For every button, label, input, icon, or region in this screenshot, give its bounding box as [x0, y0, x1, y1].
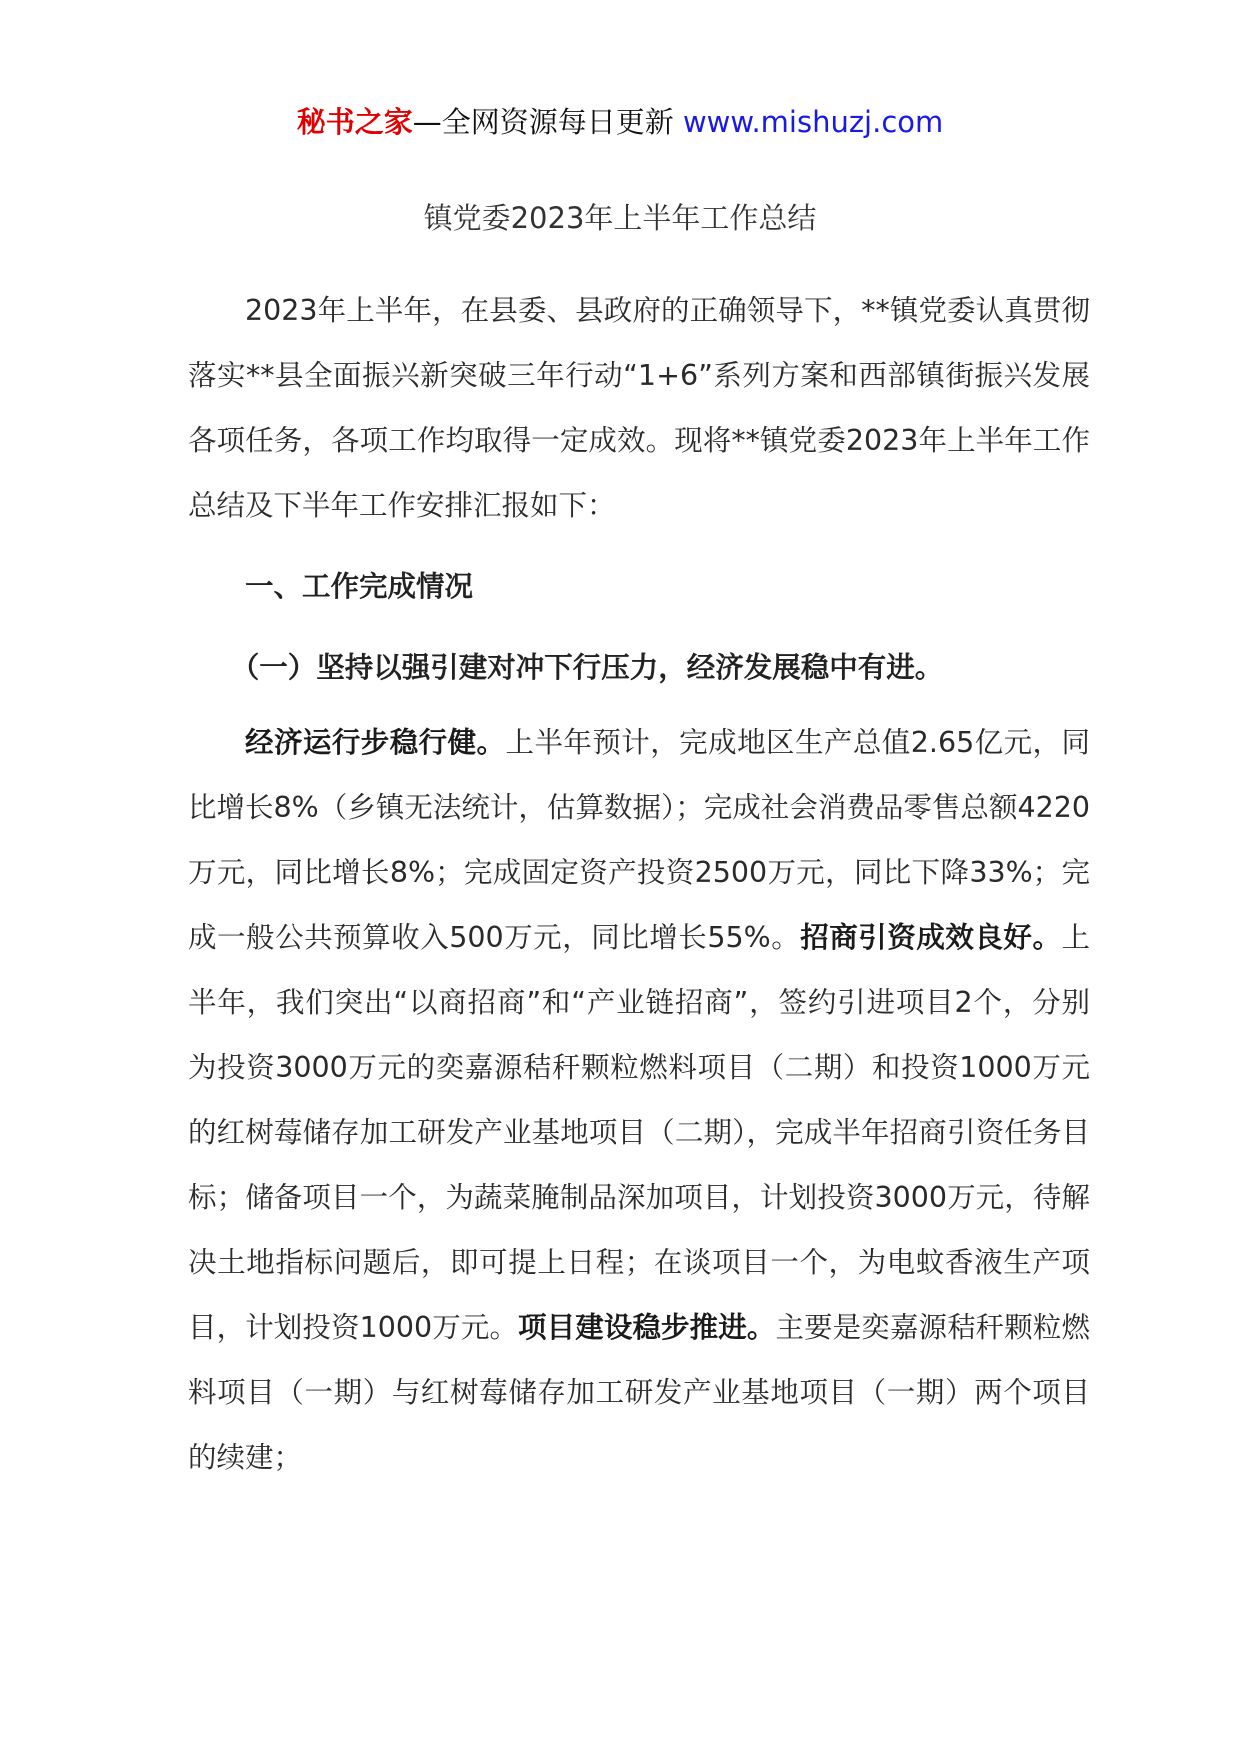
intro-paragraph: 2023年上半年，在县委、县政府的正确领导下，**镇党委认真贯彻落实**县全面振兴新突破三年行动“1+6”系列方案和西部镇街振兴发展各项任务，各项工作均取得一定成效。现将**镇党委2023年上半年工作总结及下半年工作安排汇报如下：	[188, 294, 1090, 522]
investment-text: 上半年，我们突出“以商招商”和“产业链招商”，签约引进项目2个，分别为投资3000万元的奕嘉源秸秆颗粒燃料项目（二期）和投资1000万元的红树莓储存加工研发产业基地项目（二期），完成半年招商引资任务目标；储备项目一个，为蔬菜腌制品深加项目，计划投资3000万元，待解决土地指标问题后，即可提上日程；在谈项目一个，为电蚊香液生产项目，计划投资1000万元。	[188, 921, 1090, 1344]
projects-text: 主要是奕嘉源秸秆颗粒燃料项目（一期）与红树莓储存加工研发产业基地项目（一期）两个项目的续建；	[188, 1311, 1090, 1474]
document-body	[188, 278, 1090, 1490]
economy-paragraph	[188, 710, 1090, 1490]
bold-lead-investment: 招商引资成效良好。	[800, 921, 1062, 954]
bold-lead-economy: 经济运行步稳行健。	[245, 726, 506, 759]
bold-lead-projects: 项目建设稳步推进。	[518, 1311, 776, 1344]
section-heading: 一、工作完成情况	[245, 570, 474, 603]
header-tagline: —全网资源每日更新	[412, 105, 683, 139]
document-title: 镇党委2023年上半年工作总结	[423, 201, 817, 235]
subsection-heading: （一）坚持以强引建对冲下行压力，经济发展稳中有进。	[230, 651, 944, 684]
brand-name: 秘书之家	[296, 105, 413, 139]
economy-text: 上半年预计，完成地区生产总值2.65亿元，同比增长8%（乡镇无法统计，估算数据）；完成社会消费品零售总额4220万元，同比增长8%；完成固定资产投资2500万元，同比下降33%；完成一般公共预算收入500万元，同比增长55%。	[188, 726, 1090, 954]
site-url[interactable]: www.mishuzj.com	[682, 105, 944, 139]
site-header	[0, 102, 1240, 142]
